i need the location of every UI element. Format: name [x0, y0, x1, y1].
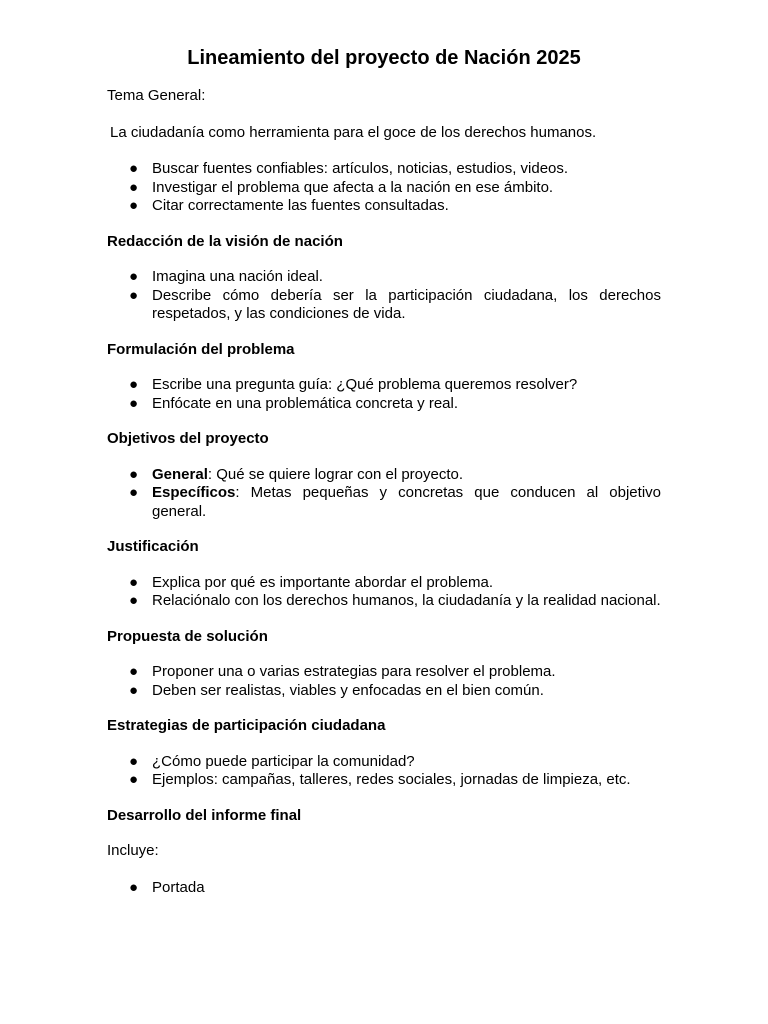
bullet-icon: ●	[129, 465, 139, 483]
list-item-text: : Qué se quiere lograr con el proyecto.	[207, 465, 464, 483]
tema-text: La ciudadanía como herramienta para el goce de los derechos humanos.	[110, 123, 597, 141]
section-heading-informe: Desarrollo del informe final	[107, 806, 302, 824]
term-especificos: Específicos	[152, 484, 236, 501]
bullet-icon: ●	[129, 197, 139, 214]
tema-label: Tema General:	[107, 87, 206, 104]
bullet-icon: ●	[129, 160, 139, 177]
vision-bullet-list	[107, 268, 661, 324]
objetivos-bullet-list	[107, 466, 661, 522]
list-item	[107, 771, 661, 790]
propuesta-bullet-list	[107, 663, 661, 700]
list-item-text: : Metas pequeñas y concretas que conducen al objetivo general.	[152, 484, 661, 520]
section-heading-objetivos: Objetivos del proyecto	[107, 430, 269, 447]
list-item	[107, 484, 661, 521]
estrategias-bullet-list	[107, 753, 661, 790]
bullet-icon: ●	[129, 394, 139, 412]
list-item	[107, 879, 661, 898]
bullet-icon: ●	[129, 681, 139, 699]
bullet-icon: ●	[129, 771, 139, 788]
list-item-text: Buscar fuentes confiables: artículos, noticias, estudios, videos.	[152, 160, 569, 177]
list-item	[107, 268, 661, 287]
list-item	[107, 592, 661, 611]
justificacion-bullet-list	[107, 574, 661, 611]
list-item	[107, 682, 661, 701]
list-item-text: Escribe una pregunta guía: ¿Qué problema queremos resolver?	[152, 376, 578, 393]
list-item-text: Describe cómo debería ser la participación ciudadana, los derechos respetados, y las condiciones de vida.	[152, 286, 661, 322]
list-item	[107, 197, 661, 216]
list-item	[107, 287, 661, 324]
bullet-icon: ●	[129, 484, 139, 501]
problema-bullet-list	[107, 376, 661, 413]
list-item-text: Deben ser realistas, viables y enfocadas en el bien común.	[152, 681, 544, 699]
bullet-icon: ●	[129, 573, 139, 591]
list-item-text: Explica por qué es importante abordar el problema.	[152, 573, 494, 591]
intro-bullet-list	[107, 160, 661, 216]
list-item-text: Imagina una nación ideal.	[152, 268, 323, 285]
bullet-icon: ●	[129, 178, 139, 196]
list-item-text: Portada	[152, 878, 205, 896]
section-heading-propuesta: Propuesta de solución	[107, 627, 268, 645]
section-heading-justificacion: Justificación	[107, 538, 199, 555]
list-item	[107, 160, 661, 179]
list-item-text: ¿Cómo puede participar la comunidad?	[152, 752, 415, 770]
list-item	[107, 376, 661, 395]
list-item-text: Ejemplos: campañas, talleres, redes sociales, jornadas de limpieza, etc.	[152, 771, 631, 788]
list-item	[107, 466, 661, 485]
list-item	[107, 574, 661, 593]
list-item-text: Investigar el problema que afecta a la nación en ese ámbito.	[152, 178, 554, 196]
list-item-text: Citar correctamente las fuentes consultadas.	[152, 197, 449, 214]
bullet-icon: ●	[129, 752, 139, 770]
bullet-icon: ●	[129, 663, 139, 680]
informe-bullet-list	[107, 879, 661, 898]
bullet-icon: ●	[129, 878, 139, 896]
list-item	[107, 753, 661, 772]
document-title: Lineamiento del proyecto de Nación 2025	[187, 47, 581, 69]
list-item	[107, 395, 661, 414]
incluye-label: Incluye:	[107, 842, 159, 859]
bullet-icon: ●	[129, 268, 139, 285]
section-heading-vision: Redacción de la visión de nación	[107, 232, 343, 250]
section-heading-estrategias: Estrategias de participación ciudadana	[107, 717, 386, 734]
bullet-icon: ●	[129, 376, 139, 393]
list-item	[107, 179, 661, 198]
list-item	[107, 663, 661, 682]
list-item-text: Enfócate en una problemática concreta y real.	[152, 394, 459, 412]
list-item-text: Relaciónalo con los derechos humanos, la ciudadanía y la realidad nacional.	[152, 592, 661, 609]
bullet-icon: ●	[129, 592, 139, 609]
term-general: General	[152, 465, 208, 483]
bullet-icon: ●	[129, 286, 139, 304]
list-item-text: Proponer una o varias estrategias para resolver el problema.	[152, 663, 556, 680]
section-heading-problema: Formulación del problema	[107, 340, 295, 358]
